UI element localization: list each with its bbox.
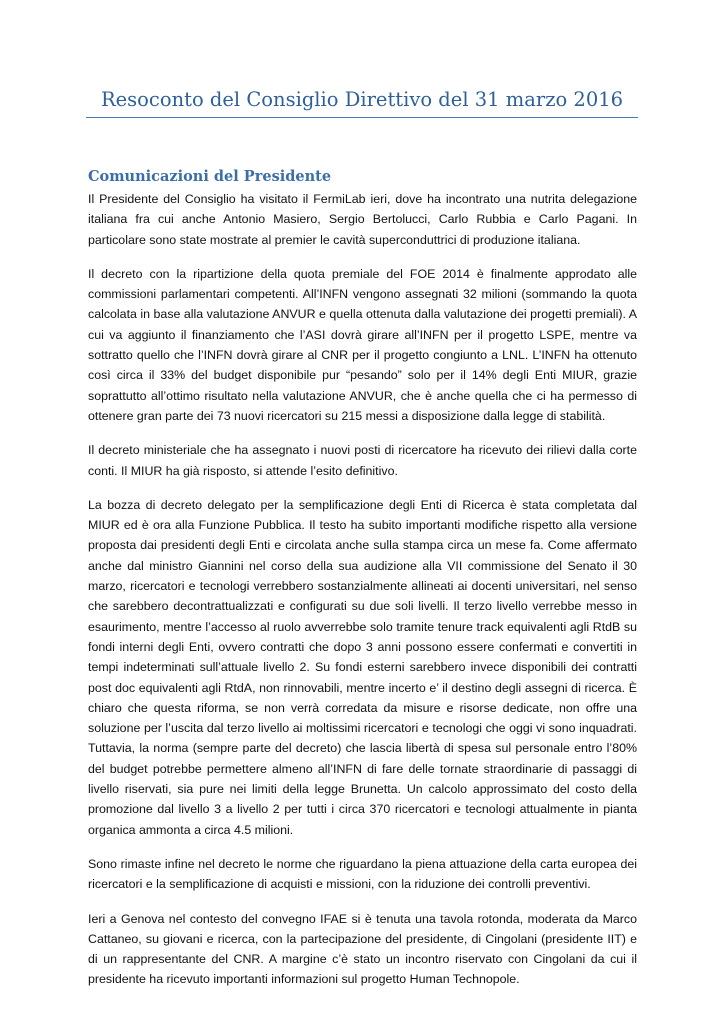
paragraph-foe-decree: Il decreto con la ripartizione della quota premiale del FOE 2014 è finalmente approdato alle commissioni parlamentari competenti. All’INFN vengono assegnati 32 milioni (sommando la quota calcolata in base alla valutazione ANVUR e quella ottenuta dalla valutazione dei progetti premiali). A cui va aggiunto il finanziamento che l’ASI dovrà girare all’INFN per il progetto LSPE, mentre va sottratto quello che l’INFN dovrà girare al CNR per il progetto congiunto a LNL. L’INFN ha ottenuto così circa il 33% del budget disponibile pur “pesando” solo per il 14% degli Enti MIUR, grazie soprattutto all’ottimo risultato nella valutazione ANVUR, che è anche quella che ci ha permesso di ottenere gran parte dei 73 nuovi ricercatori su 215 messi a disposizione dalla legge di stabilità. xyxy=(88,266,637,423)
paragraph-ministerial-decree: Il decreto ministeriale che ha assegnato i nuovi posti di ricercatore ha ricevuto dei rilievi dalla corte conti. Il MIUR ha già risposto, si attende l’esito definitivo. xyxy=(88,443,637,478)
document-title: Resoconto del Consiglio Direttivo del 31 marzo 2016 xyxy=(100,88,624,111)
document-body xyxy=(88,189,637,1004)
paragraph-genova-meeting: Ieri a Genova nel contesto del convegno IFAE si è tenuta una tavola rotonda, moderata da Marco Cattaneo, su giovani e ricerca, con la partecipazione del presidente, di Cingolani (presidente IIT) e di un rappresentante del CNR. A margine c’è stato un incontro riservato con Cingolani da cui il presidente ha ricevuto importanti informazioni sul progetto Human Technopole. xyxy=(88,911,637,987)
title-underline xyxy=(86,117,638,118)
paragraph-simplification-decree: La bozza di decreto delegato per la semplificazione degli Enti di Ricerca è stata completata dal MIUR ed è ora alla Funzione Pubblica. Il testo ha subito importanti modifiche rispetto alla versione proposta dai presidenti degli Enti e circolata anche sulla stampa circa un mese fa. Come affermato anche dal ministro Giannini nel corso della sua audizione alla VII commissione del Senato il 30 marzo, ricercatori e tecnologi verrebbero sostanzialmente allineati ai docenti universitari, nel senso che sarebbero decontrattualizzati e configurati su due soli livelli. Il terzo livello verrebbe messo in esaurimento, mentre l’accesso al ruolo avverrebbe solo tramite tenure track equivalenti agli RtdB su fondi interni degli Enti, ovvero contratti che dopo 3 anni possono essere confermati e convertiti in tempi indeterminati sull’attuale livello 2. Su fondi esterni sarebbero invece disponibili dei contratti post doc equivalenti agli RtdA, non rinnovabili, mentre incerto e’ il destino degli assegni di ricerca. È chiaro che questa riforma, se non verrà corredata da misure e risorse dedicate, non offre una soluzione per l’uscita dal terzo livello ai moltissimi ricercatori e tecnologi che oggi vi sono inquadrati. Tuttavia, la norma (sempre parte del decreto) che lascia libertà di spesa sul personale entro l’80% del budget potrebbe permettere almeno all’INFN di fare delle tornate straordinarie di passaggi di livello riservati, sia pure nei limiti della legge Brunetta. Un calcolo approssimato del costo della promozione dal livello 3 a livello 2 per tutti i circa 370 ricercatori e tecnologi attualmente in pianta organica ammonta a circa 4.5 milioni. xyxy=(88,497,637,837)
paragraph-fermilab-visit: Il Presidente del Consiglio ha visitato il FermiLab ieri, dove ha incontrato una nutrita delegazione italiana fra cui anche Antonio Masiero, Sergio Bertolucci, Carlo Rubbia e Carlo Pagani. In particolare sono state mostrate al premier le cavità superconduttrici di produzione italiana. xyxy=(88,192,637,247)
section-heading: Comunicazioni del Presidente xyxy=(88,168,332,185)
paragraph-european-charter: Sono rimaste infine nel decreto le norme che riguardano la piena attuazione della carta europea dei ricercatori e la semplificazione di acquisti e missioni, con la riduzione dei controlli preventivi. xyxy=(88,856,637,892)
